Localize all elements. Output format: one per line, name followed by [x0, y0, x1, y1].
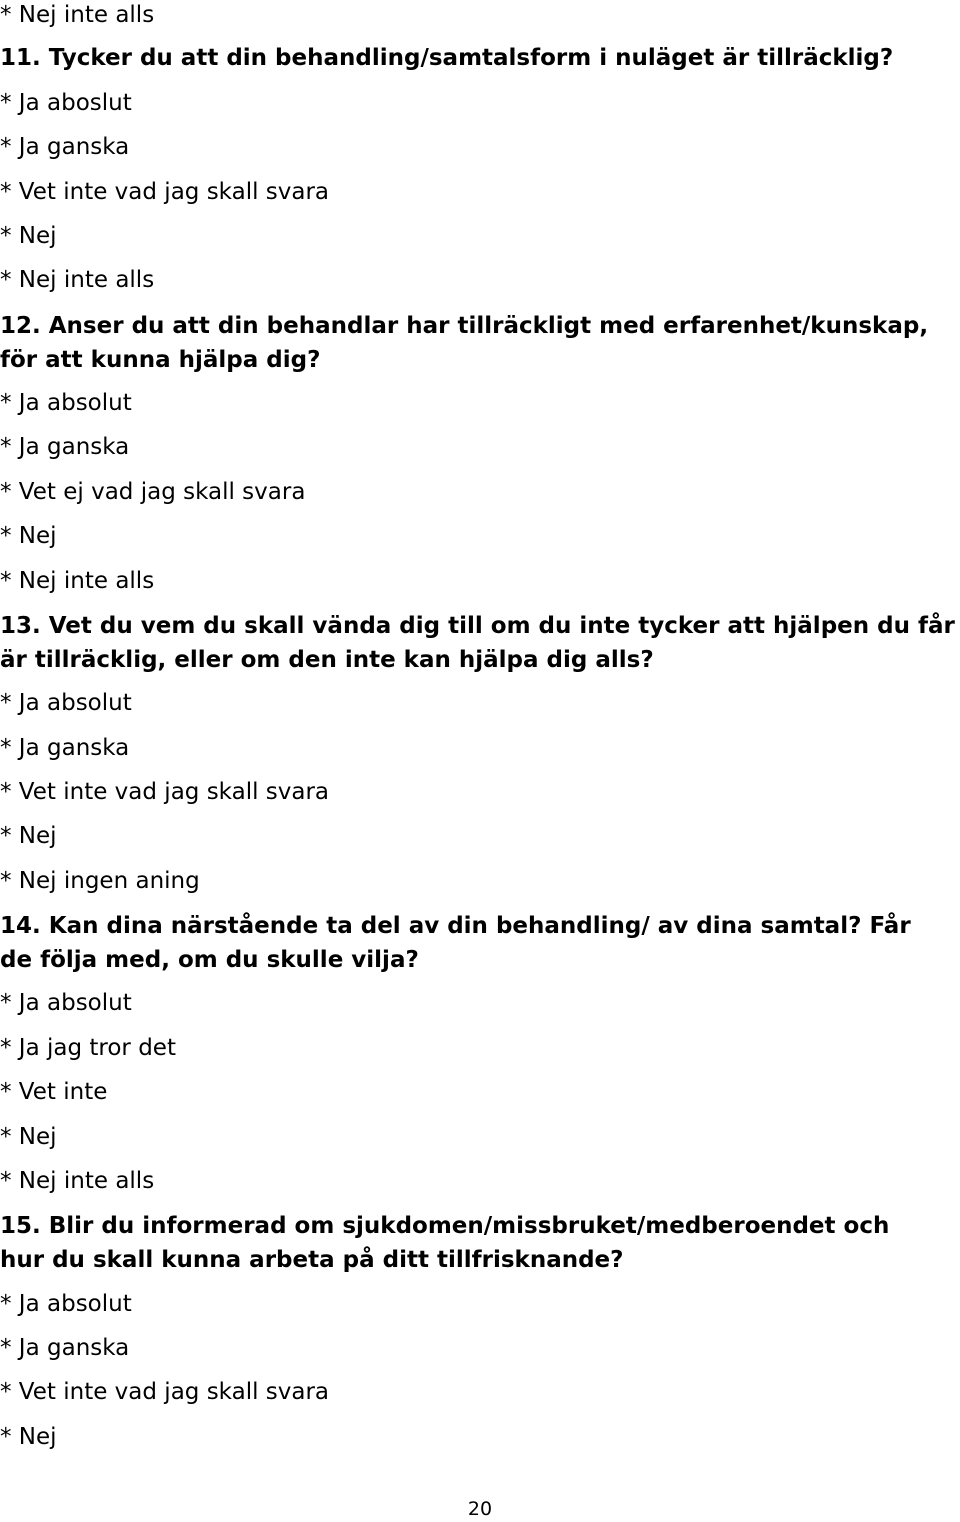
answer-option: * Vet inte vad jag skall svara	[0, 779, 330, 805]
answer-option: * Ja ganska	[0, 735, 130, 761]
answer-option: * Nej ingen aning	[0, 868, 200, 894]
answer-option: * Ja absolut	[0, 1291, 132, 1317]
answer-option: * Nej	[0, 1424, 57, 1450]
answer-option: * Ja ganska	[0, 434, 130, 460]
answer-option: * Nej inte alls	[0, 2, 155, 28]
answer-option: * Ja aboslut	[0, 90, 132, 116]
answer-option: * Vet inte	[0, 1079, 108, 1105]
answer-option: * Ja ganska	[0, 134, 130, 160]
answer-option: * Vet inte vad jag skall svara	[0, 1379, 330, 1405]
question-15: 15. Blir du informerad om sjukdomen/missbruket/medberoendet och hur du skall kunna arbeta på ditt tillfrisknande?	[0, 1213, 890, 1273]
answer-option: * Nej inte alls	[0, 1168, 155, 1194]
page-number: 20	[467, 1498, 493, 1520]
answer-option: * Vet ej vad jag skall svara	[0, 479, 306, 505]
answer-option: * Ja absolut	[0, 690, 132, 716]
answer-option: * Ja absolut	[0, 390, 132, 416]
answer-option: * Nej	[0, 523, 57, 549]
question-12: 12. Anser du att din behandlar har tillräckligt med erfarenhet/kunskap, för att kunna hjälpa dig?	[0, 313, 929, 373]
answer-option: * Nej inte alls	[0, 267, 155, 293]
answer-option: * Nej	[0, 223, 57, 249]
answer-option: * Ja absolut	[0, 990, 132, 1016]
answer-option: * Nej	[0, 1124, 57, 1150]
answer-option: * Ja jag tror det	[0, 1035, 176, 1061]
question-14: 14. Kan dina närstående ta del av din behandling/ av dina samtal? Får de följa med, om du skulle vilja?	[0, 913, 911, 973]
question-11: 11. Tycker du att din behandling/samtalsform i nuläget är tillräcklig?	[0, 45, 894, 71]
answer-option: * Vet inte vad jag skall svara	[0, 179, 330, 205]
answer-option: * Nej	[0, 823, 57, 849]
answer-option: * Ja ganska	[0, 1335, 130, 1361]
answer-option: * Nej inte alls	[0, 568, 155, 594]
question-13: 13. Vet du vem du skall vända dig till om du inte tycker att hjälpen du får är tillräcklig, eller om den inte kan hjälpa dig alls?	[0, 613, 955, 673]
